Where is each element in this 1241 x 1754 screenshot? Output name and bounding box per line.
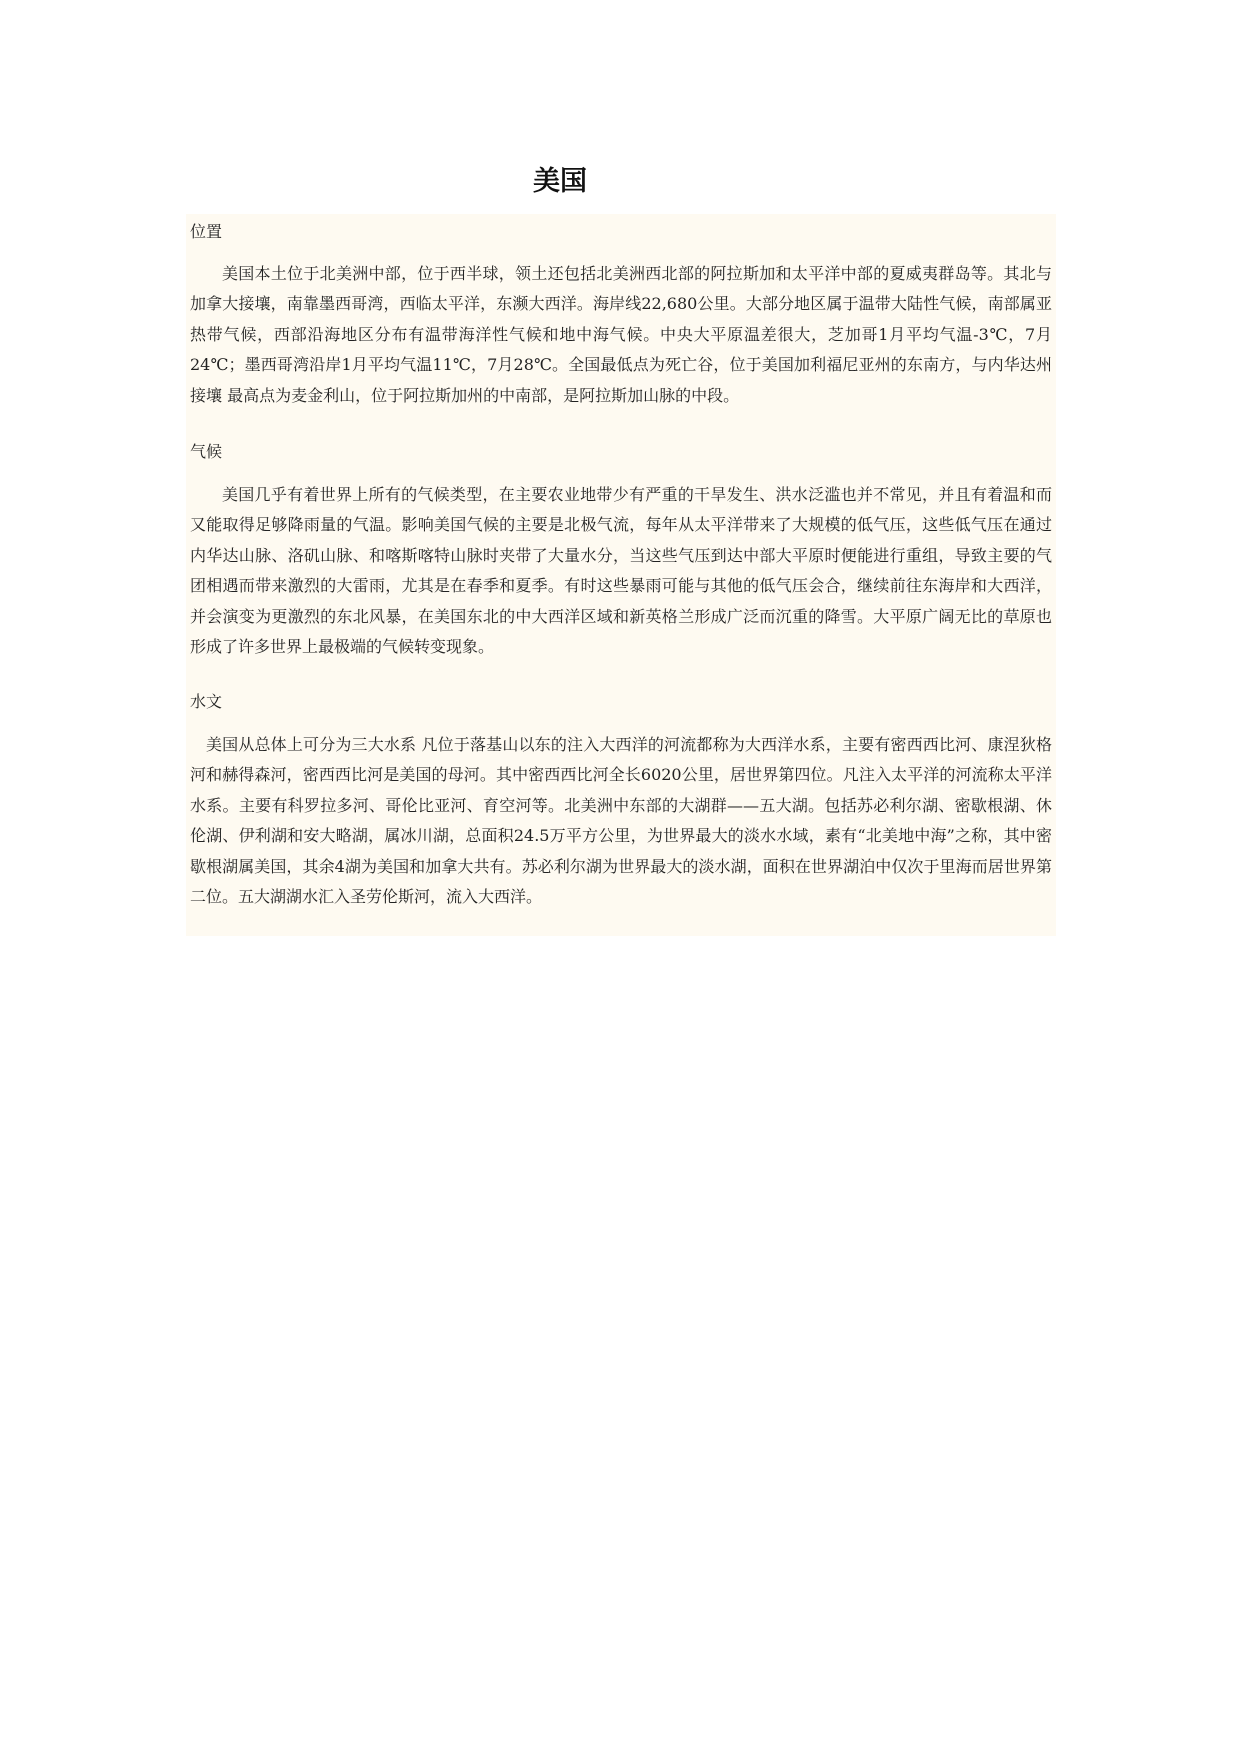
section-heading-location: 位置	[190, 222, 223, 241]
section-heading-climate: 气候	[190, 442, 223, 461]
content-block	[186, 214, 1056, 936]
section-heading-hydrology: 水文	[190, 692, 223, 711]
section-body-hydrology: 美国从总体上可分为三大水系 凡位于落基山以东的注入大西洋的河流都称为大西洋水系，主要有密西西比河、康涅狄格河和赫得森河，密西西比河是美国的母河。其中密西西比河全长6020公里，居世界第四位。凡注入太平洋的河流称太平洋水系。主要有科罗拉多河、哥伦比亚河、育空河等。北美洲中东部的大湖群——五大湖。包括苏必利尔湖、密歇根湖、休伦湖、伊利湖和安大略湖，属冰川湖，总面积24.5万平方公里，为世界最大的淡水水域，素有“北美地中海”之称，其中密歇根湖属美国，其余4湖为美国和加拿大共有。苏必利尔湖为世界最大的淡水湖，面积在世界湖泊中仅次于里海而居世界第二位。五大湖湖水汇入圣劳伦斯河，流入大西洋。	[190, 735, 1052, 907]
page-title: 美国	[533, 166, 587, 197]
section-body-location: 美国本土位于北美洲中部，位于西半球，领土还包括北美洲西北部的阿拉斯加和太平洋中部的夏威夷群岛等。其北与加拿大接壤，南靠墨西哥湾，西临太平洋，东濒大西洋。海岸线22,680公里。大部分地区属于温带大陆性气候，南部属亚热带气候，西部沿海地区分布有温带海洋性气候和地中海气候。中央大平原温差很大，芝加哥1月平均气温-3℃，7月24℃；墨西哥湾沿岸1月平均气温11℃，7月28℃。全国最低点为死亡谷，位于美国加利福尼亚州的东南方，与内华达州接壤 最高点为麦金利山，位于阿拉斯加州的中南部，是阿拉斯加山脉的中段。	[190, 264, 1052, 405]
section-body-climate: 美国几乎有着世界上所有的气候类型，在主要农业地带少有严重的干旱发生、洪水泛滥也并不常见，并且有着温和而又能取得足够降雨量的气温。影响美国气候的主要是北极气流，每年从太平洋带来了大规模的低气压，这些低气压在通过内华达山脉、洛矶山脉、和喀斯喀特山脉时夹带了大量水分，当这些气压到达中部大平原时便能进行重组，导致主要的气团相遇而带来激烈的大雷雨，尤其是在春季和夏季。有时这些暴雨可能与其他的低气压会合，继续前往东海岸和大西洋，并会演变为更激烈的东北风暴，在美国东北的中大西洋区域和新英格兰形成广泛而沉重的降雪。大平原广阔无比的草原也形成了许多世界上最极端的气候转变现象。	[190, 485, 1052, 657]
